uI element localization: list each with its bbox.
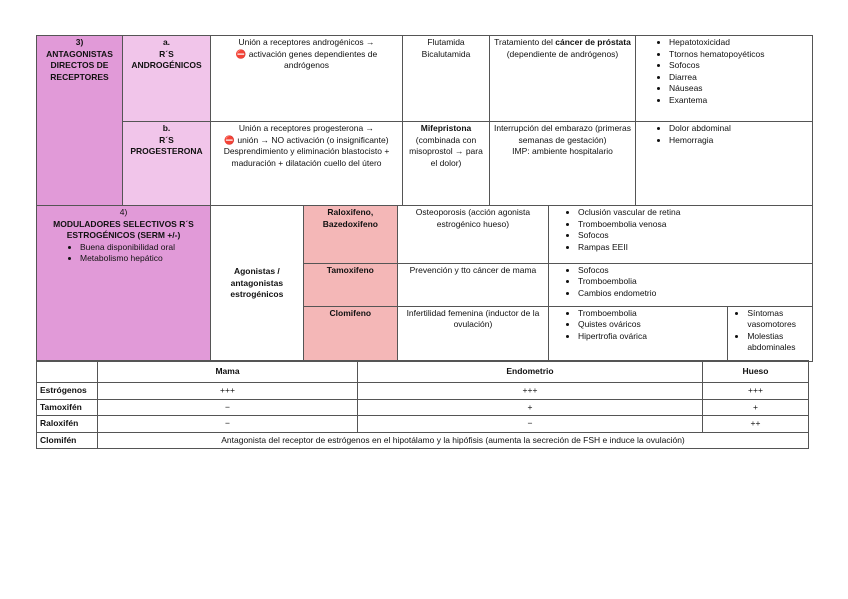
cell-value: − <box>98 416 358 433</box>
subsection-progesterone <box>123 122 211 206</box>
clomifen-description: Antagonista del receptor de estrógenos en el hipotálamo y la hipófisis (aumenta la secreción de FSH e induce la ovulación) <box>98 432 809 449</box>
subsection-letter: a. <box>162 37 171 47</box>
section-3-number: 3) <box>75 37 84 47</box>
mechanism-cell <box>211 36 403 122</box>
mechanism-text: Unión a receptores androgénicos → <box>238 37 375 47</box>
effect-item: • Síntomas vasomotores <box>747 308 809 331</box>
drugs-cell <box>403 122 490 206</box>
effects-cell <box>548 263 812 306</box>
serm-table <box>211 206 812 361</box>
row-label: Raloxifén <box>37 416 98 433</box>
subsection-line: ANDROGÉNICOS <box>131 60 202 70</box>
row-raloxifeno <box>37 206 813 262</box>
serm-mechanism: Agonistas / antagonistas estrogénicos <box>211 206 303 361</box>
cell-value: + <box>703 399 809 416</box>
use-text: (dependiente de andrógenos) <box>506 48 619 59</box>
section-4-heading <box>37 206 211 362</box>
effects-cell <box>548 206 812 263</box>
effects-list <box>639 123 809 146</box>
mechanism-text: Desprendimiento y eliminación blastocisto + maduración + dilatación cuello del útero <box>223 146 390 168</box>
row-label: Clomifén <box>37 432 98 449</box>
effect-item: • Hepatotoxicidad <box>669 37 809 49</box>
effect-item: • Oclusión vascular de retina <box>578 207 809 219</box>
cell-value: ++ <box>703 416 809 433</box>
effect-item: • Diarrea <box>669 72 809 84</box>
effects-list <box>639 37 809 106</box>
cell-value: +++ <box>98 383 358 400</box>
drug-name: Clomifeno <box>303 306 397 361</box>
drug-name: Tamoxifeno <box>303 263 397 306</box>
mechanism-text: activación genes dependientes de andrógenos <box>248 48 378 70</box>
effect-item: • Hemorragia <box>669 135 809 147</box>
header-hueso: Hueso <box>703 361 809 383</box>
effects-cell <box>636 36 813 122</box>
section-4-bullet: • Buena disponibilidad oral <box>80 242 207 254</box>
mechanism-cell <box>211 122 403 206</box>
use-text: Prevención y tto cáncer de mama <box>397 263 548 306</box>
table-row <box>37 416 809 433</box>
effect-item: • Molestias abdominales <box>747 331 809 354</box>
mechanism-text: Unión a receptores progesterona → <box>238 123 375 133</box>
drug-table <box>36 35 813 362</box>
section-4-content <box>211 206 813 362</box>
effects-cell <box>636 122 813 206</box>
table-row <box>37 399 809 416</box>
section-3-heading <box>37 36 123 206</box>
drug-name: Mifepristona <box>420 123 472 133</box>
comparison-header-row <box>37 361 809 383</box>
effect-item: • Sofocos <box>578 230 809 242</box>
header-endometrio: Endometrio <box>358 361 703 383</box>
subsection-line: R´S <box>159 48 174 59</box>
use-text: Interrupción del embarazo (primeras semanas de gestación) <box>493 123 631 145</box>
subsection-line: R´S <box>159 134 174 145</box>
drug-name: Flutamida <box>427 37 465 47</box>
drugs-cell <box>403 36 490 122</box>
use-cell <box>490 36 636 122</box>
effects-cell-secondary <box>728 306 812 361</box>
effect-item: • Rampas EEII <box>578 242 809 254</box>
table-row <box>37 432 809 449</box>
use-text: Tratamiento del <box>494 37 556 47</box>
effect-item: • Náuseas <box>669 83 809 95</box>
row-progesterone <box>37 122 813 206</box>
effect-item: • Sofocos <box>669 60 809 72</box>
header-empty <box>37 361 98 383</box>
subsection-letter: b. <box>162 123 171 133</box>
effects-list <box>552 308 724 343</box>
row-androgenic <box>37 36 813 122</box>
effect-item: • Tromboembolia <box>578 308 724 320</box>
effects-list <box>552 207 809 253</box>
drug-name: Raloxifeno, Bazedoxifeno <box>303 206 397 263</box>
row-label: Tamoxifén <box>37 399 98 416</box>
drug-note: (combinada con misoprostol → para el dolor) <box>409 134 483 168</box>
effect-item: • Dolor abdominal <box>669 123 809 135</box>
effect-item: • Tromboembolia <box>578 276 809 288</box>
drug-name: Bicalutamida <box>421 48 471 59</box>
row-label: Estrógenos <box>37 383 98 400</box>
header-mama: Mama <box>98 361 358 383</box>
use-note: IMP: ambiente hospitalario <box>512 146 613 156</box>
effects-cell <box>548 306 727 361</box>
effect-item: • Hipertrofia ovárica <box>578 331 724 343</box>
section-4-bullet: • Metabolismo hepático <box>80 253 207 265</box>
no-entry-icon: ⛔ <box>235 48 247 59</box>
table-row <box>37 383 809 400</box>
cell-value: +++ <box>703 383 809 400</box>
section-3-title-line: DIRECTOS DE <box>50 60 109 70</box>
mechanism-text: unión → NO activación (o insignificante) <box>237 134 389 145</box>
cell-value: +++ <box>358 383 703 400</box>
effect-item: • Cambios endometrio <box>578 288 809 300</box>
use-text: Osteoporosis (acción agonista estrogénico hueso) <box>397 206 548 263</box>
comparison-table <box>36 360 809 449</box>
section-4-title: MODULADORES SELECTIVOS R´S ESTROGÉNICOS (SERM +/-) <box>53 218 194 240</box>
no-entry-icon: ⛔ <box>224 134 236 145</box>
effect-item: • Exantema <box>669 95 809 107</box>
effects-list <box>552 265 809 300</box>
section-3-title-line: ANTAGONISTAS <box>46 48 113 59</box>
effects-list <box>731 308 809 354</box>
use-text: Infertilidad femenina (inductor de la ovulación) <box>397 306 548 361</box>
subsection-line: PROGESTERONA <box>130 146 203 156</box>
effect-item: • Quistes ováricos <box>578 319 724 331</box>
subsection-androgenic <box>123 36 211 122</box>
effect-item: • Tromboembolia venosa <box>578 219 809 231</box>
cell-value: − <box>358 416 703 433</box>
cell-value: + <box>358 399 703 416</box>
use-highlight: cáncer de próstata <box>555 37 631 47</box>
section-4-bullets <box>40 242 207 265</box>
section-3-title-line: RECEPTORES <box>50 71 109 82</box>
cell-value: − <box>98 399 358 416</box>
section-4-number: 4) <box>119 207 128 217</box>
use-cell <box>490 122 636 206</box>
effect-item: • Sofocos <box>578 265 809 277</box>
effect-item: • Ttornos hematopoyéticos <box>669 49 809 61</box>
